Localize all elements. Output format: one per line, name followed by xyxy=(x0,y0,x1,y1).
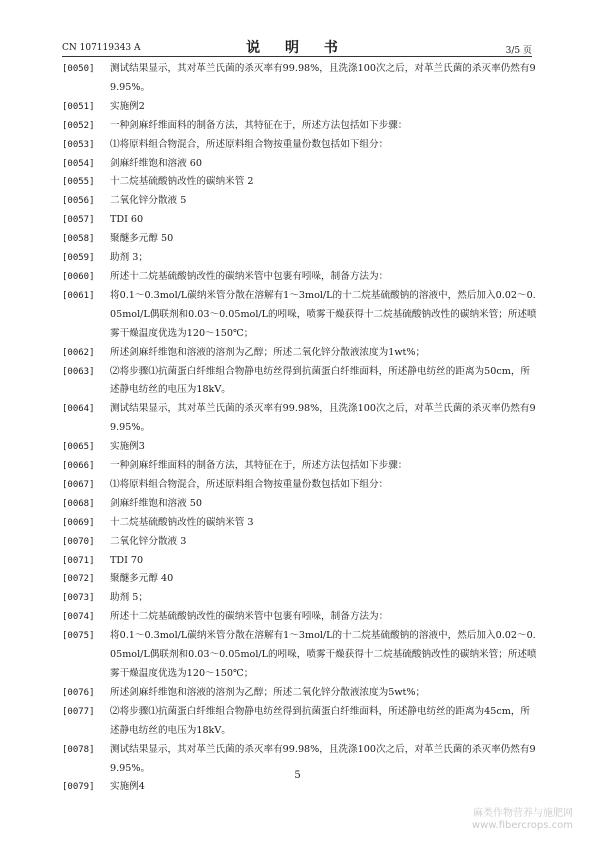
paragraph-text: ⑴将原料组合物混合，所述原料组合物按重量份数包括如下组分： xyxy=(110,478,389,490)
paragraph xyxy=(62,173,537,192)
paragraph-text: ⑵将步骤⑴抗菌蛋白纤维组合物静电纺丝得到抗菌蛋白纤维面料，所述静电纺丝的距离为50cm，所述静电纺丝的电压为18kV。 xyxy=(110,365,531,396)
paragraph xyxy=(62,211,537,230)
paragraph-text: 二氧化锌分散液 5 xyxy=(110,195,187,207)
paragraph-number: [0076] xyxy=(62,687,95,698)
paragraph-number: [0067] xyxy=(62,479,95,490)
paragraph xyxy=(62,589,537,608)
paragraph-number: [0057] xyxy=(62,215,95,226)
paragraph-number: [0052] xyxy=(62,120,95,131)
paragraph-number: [0055] xyxy=(62,177,95,188)
paragraph-text: TDI 70 xyxy=(110,554,144,566)
paragraph-text: 聚醚多元醇 50 xyxy=(110,233,174,245)
paragraph-number: [0063] xyxy=(62,366,95,377)
paragraph xyxy=(62,192,537,211)
paragraph-text: 一种剑麻纤维面料的制备方法，其特征在于，所述方法包括如下步骤： xyxy=(110,119,408,131)
paragraph xyxy=(62,344,537,363)
paragraph xyxy=(62,60,537,98)
paragraph-number: [0059] xyxy=(62,253,95,264)
paragraph-number: [0069] xyxy=(62,517,95,528)
paragraph-text: 助剂 5； xyxy=(110,592,148,604)
paragraph xyxy=(62,155,537,174)
paragraph-number: [0077] xyxy=(62,706,95,717)
paragraph xyxy=(62,287,537,344)
paragraph-text: 实施例4 xyxy=(110,781,145,793)
watermark-line-2: www.fibercrops.com xyxy=(471,820,573,831)
paragraph-text: ⑴将原料组合物混合，所述原料组合物按重量份数包括如下组分： xyxy=(110,138,389,150)
paragraph xyxy=(62,136,537,155)
page-header xyxy=(62,40,532,56)
paragraph-number: [0062] xyxy=(62,347,95,358)
paragraph-number: [0065] xyxy=(62,442,95,453)
paragraph-text: 测试结果显示，其对革兰氏菌的杀灭率有99.98%，且洗涤100次之后，对革兰氏菌的杀灭率仍然有99.95%。 xyxy=(110,743,536,774)
paragraph-number: [0054] xyxy=(62,158,95,169)
paragraph-text: 测试结果显示，其对革兰氏菌的杀灭率有99.98%，且洗涤100次之后，对革兰氏菌的杀灭率仍然有99.95%。 xyxy=(110,63,536,93)
header-divider xyxy=(62,56,532,57)
paragraph-number: [0074] xyxy=(62,612,95,623)
paragraph-number: [0050] xyxy=(62,64,95,74)
paragraph-number: [0064] xyxy=(62,404,95,415)
paragraph-text: ⑵将步骤⑴抗菌蛋白纤维组合物静电纺丝得到抗菌蛋白纤维面料，所述静电纺丝的距离为45cm，所述静电纺丝的电压为18kV。 xyxy=(110,705,531,736)
paragraph-text: 十二烷基硫酸钠改性的碳纳米管 2 xyxy=(110,176,254,188)
paragraph-text: 所述十二烷基硫酸钠改性的碳纳米管中包裹有吲哚，制备方法为： xyxy=(110,270,389,282)
paragraph xyxy=(62,117,537,136)
paragraph-number: [0075] xyxy=(62,631,95,642)
watermark xyxy=(472,808,573,832)
paragraph-number: [0053] xyxy=(62,139,95,150)
paragraph-text: TDI 60 xyxy=(110,214,144,226)
paragraph-text: 一种剑麻纤维面料的制备方法，其特征在于，所述方法包括如下步骤： xyxy=(110,460,408,472)
paragraph-text: 将0.1～0.3mol/L碳纳米管分散在溶解有1～3mol/L的十二烷基硫酸钠的溶液中，然后加入0.02～0.05mol/L偶联剂和0.03～0.05mol/L的吲哚，喷雾干燥获得十二烷基硫酸钠改性的碳纳米管；所述喷雾干燥温度优选为120～150℃； xyxy=(110,289,537,339)
paragraph-number: [0056] xyxy=(62,196,95,207)
paragraph xyxy=(62,495,537,514)
paragraph-number: [0068] xyxy=(62,498,95,509)
paragraph-number: [0058] xyxy=(62,234,95,245)
paragraph-text: 所述剑麻纤维饱和溶液的溶剂为乙醇；所述二氧化锌分散液浓度为1wt%； xyxy=(110,346,426,358)
paragraph-text: 二氧化锌分散液 3 xyxy=(110,535,187,547)
paragraph-text: 所述剑麻纤维饱和溶液的溶剂为乙醇；所述二氧化锌分散液浓度为5wt%； xyxy=(110,686,426,698)
paragraph xyxy=(62,552,537,571)
paragraph xyxy=(62,457,537,476)
paragraph xyxy=(62,98,537,117)
paragraph xyxy=(62,514,537,533)
paragraph-number: [0078] xyxy=(62,744,95,755)
paragraph xyxy=(62,268,537,287)
paragraph-text: 剑麻纤维饱和溶液 60 xyxy=(110,157,203,169)
paragraph xyxy=(62,438,537,457)
watermark-line-1: 麻类作物营养与施肥网 xyxy=(473,808,573,819)
page-indicator: 3/5 页 xyxy=(505,46,532,56)
paragraph-text: 十二烷基硫酸钠改性的碳纳米管 3 xyxy=(110,516,254,528)
paragraph xyxy=(62,570,537,589)
paragraph xyxy=(62,684,537,703)
paragraph-number: [0051] xyxy=(62,101,95,112)
paragraph-text: 实施例3 xyxy=(110,441,145,453)
paragraph-text: 测试结果显示，其对革兰氏菌的杀灭率有99.98%，且洗涤100次之后，对革兰氏菌的杀灭率仍然有99.95%。 xyxy=(110,403,536,434)
document-title: 说 明 书 xyxy=(246,40,348,56)
paragraph-number: [0072] xyxy=(62,574,95,585)
paragraph xyxy=(62,627,537,684)
paragraph-text: 将0.1～0.3mol/L碳纳米管分散在溶解有1～3mol/L的十二烷基硫酸钠的溶液中，然后加入0.02～0.05mol/L偶联剂和0.03～0.05mol/L的吲哚，喷雾干燥获得十二烷基硫酸钠改性的碳纳米管；所述喷雾干燥温度优选为120～150℃； xyxy=(110,630,537,679)
paragraph xyxy=(62,249,537,268)
paragraph-text: 助剂 3； xyxy=(110,252,148,264)
paragraph xyxy=(62,778,537,797)
paragraph-number: [0073] xyxy=(62,593,95,604)
paragraph xyxy=(62,476,537,495)
paragraph-number: [0070] xyxy=(62,536,95,547)
paragraph-number: [0079] xyxy=(62,782,95,793)
paragraph-number: [0060] xyxy=(62,271,95,282)
paragraph xyxy=(62,230,537,249)
paragraph-number: [0071] xyxy=(62,555,95,566)
paragraph-text: 实施例2 xyxy=(110,100,145,112)
paragraph-text: 所述十二烷基硫酸钠改性的碳纳米管中包裹有吲哚，制备方法为： xyxy=(110,611,389,623)
paragraph-number: [0066] xyxy=(62,461,95,472)
paragraph xyxy=(62,533,537,552)
paragraph-text: 聚醚多元醇 40 xyxy=(110,573,174,585)
page-number: 5 xyxy=(294,770,301,781)
paragraph xyxy=(62,703,537,741)
document-body xyxy=(62,60,537,797)
paragraph-text: 剑麻纤维饱和溶液 50 xyxy=(110,497,203,509)
paragraph xyxy=(62,400,537,438)
publication-number: CN 107119343 A xyxy=(62,43,141,53)
paragraph xyxy=(62,363,537,401)
paragraph-number: [0061] xyxy=(62,290,95,301)
paragraph xyxy=(62,608,537,627)
